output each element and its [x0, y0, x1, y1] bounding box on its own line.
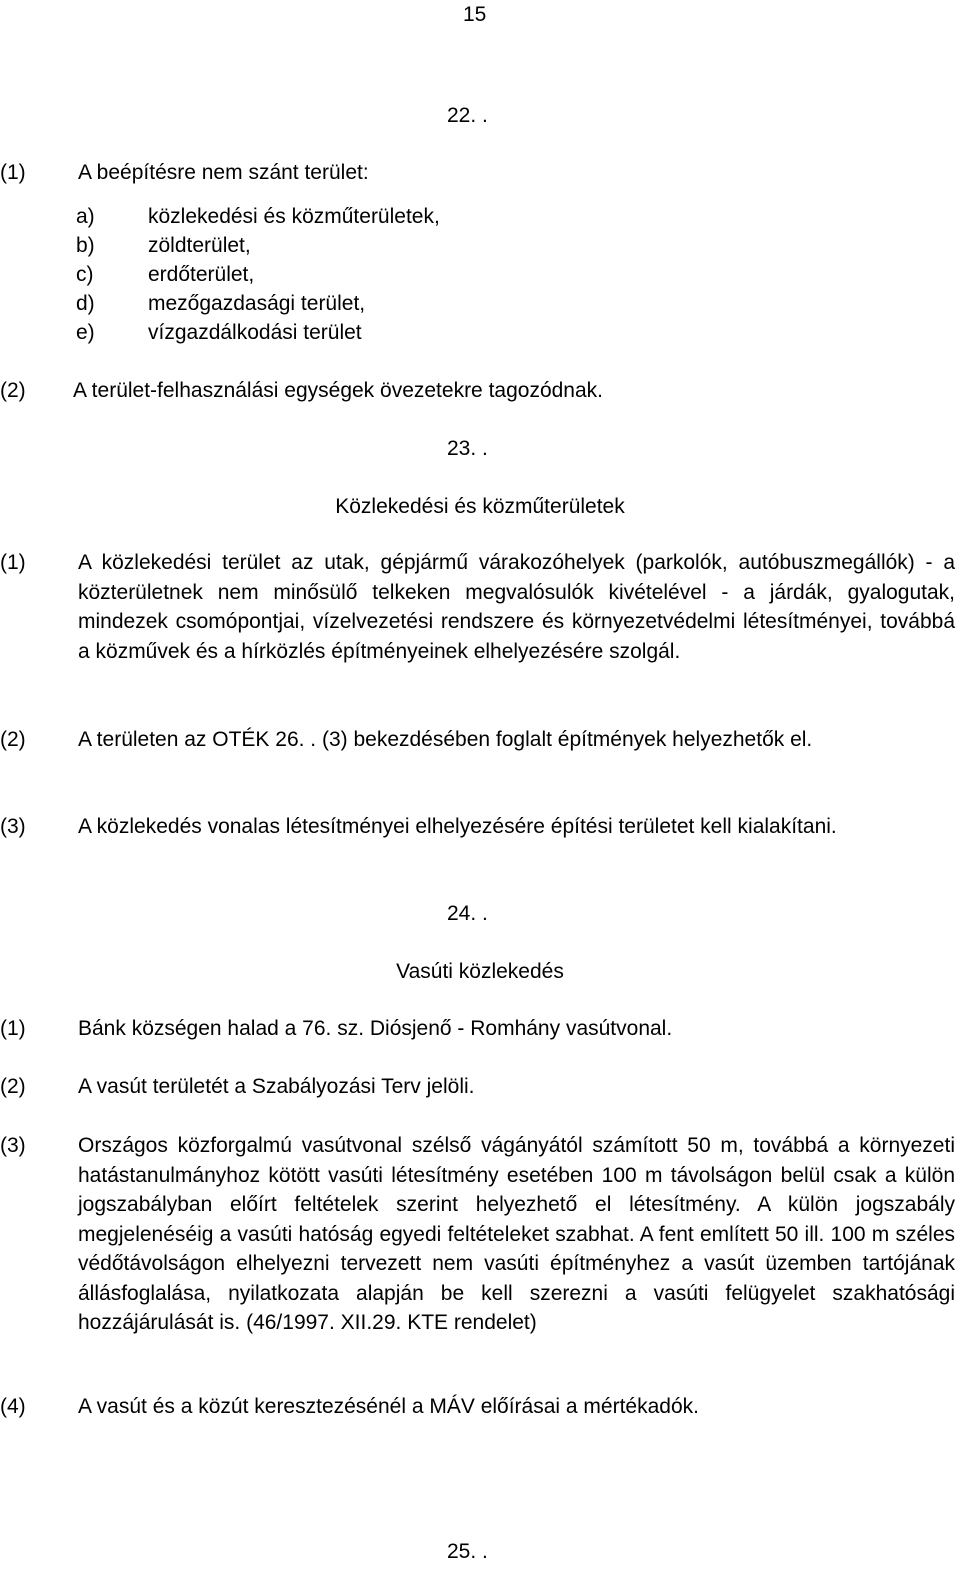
s22-p2-text: A terület-felhasználási egységek övezetekre tagozódnak. [73, 379, 603, 402]
page-number: 15 [463, 3, 487, 26]
s22-p1-text: A beépítésre nem szánt terület: [78, 161, 369, 184]
s22-p1-number: (1) [0, 161, 26, 184]
s24-p1-number: (1) [0, 1017, 26, 1040]
s23-p1-text: A közlekedési terület az utak, gépjármű várakozóhelyek (parkolók, autóbuszmegállók) - a közterületnek nem minősülő telkeken megvalósulók kivételével - a járdák, gyalogutak, mindezek csomópontjai, vízelvezetési rendszere és környezetvédelmi létesítményei, továbbá a közművek és a hírközlés építményeinek elhelyezésére szolgál. [78, 551, 955, 663]
s24-paragraph-3 [0, 1131, 955, 1338]
s23-p1-number: (1) [0, 551, 26, 574]
section-24-title: Vasúti közlekedés [396, 960, 564, 983]
s24-p1-text: Bánk községen halad a 76. sz. Diósjenő - Romhány vasútvonal. [78, 1017, 673, 1040]
s24-paragraph-1 [0, 1014, 955, 1044]
s23-p3-number: (3) [0, 815, 26, 838]
section-22-heading: 22. . [447, 104, 488, 127]
s24-p4-text: A vasút és a közút keresztezésénél a MÁV előírásai a mértékadók. [78, 1395, 699, 1418]
s23-p2-number: (2) [0, 728, 26, 751]
s24-p4-number: (4) [0, 1395, 26, 1418]
s24-paragraph-4 [0, 1392, 955, 1422]
s23-p2-text: A területen az OTÉK 26. . (3) bekezdésében foglalt építmények helyezhetők el. [78, 728, 813, 751]
s24-p3-text: Országos közforgalmú vasútvonal szélső vágányától számított 50 m, továbbá a környezeti hatástanulmányhoz kötött vasúti létesítmény esetében 100 m távolságon belül csak a külön jogszabályban előírt feltételek szerint helyezhető el létesítmény. A külön jogszabály megjelenéséig a vasúti hatóság egyedi feltételeket szabhat. A fent említett 50 ill. 100 m széles védőtávolságon elhelyezni tervezett nem vasúti építményhez a vasút üzemben tartójának állásfoglalása, nyilatkozata alapján be kell szerezni a vasúti felügyelet szakhatósági hozzájárulását is. (46/1997. XII.29. KTE rendelet) [78, 1134, 955, 1334]
s24-p3-number: (3) [0, 1134, 26, 1157]
section-25-heading: 25. . [447, 1540, 488, 1563]
s24-p2-number: (2) [0, 1075, 26, 1098]
section-24-heading: 24. . [447, 902, 488, 925]
s22-p2-number: (2) [0, 379, 26, 402]
s23-paragraph-1 [0, 548, 955, 666]
s23-p3-text: A közlekedés vonalas létesítményei elhelyezésére építési területet kell kialakítani. [78, 815, 837, 838]
s24-p2-text: A vasút területét a Szabályozási Terv jelöli. [78, 1075, 475, 1098]
s24-paragraph-2 [0, 1072, 955, 1102]
s23-paragraph-2 [0, 725, 955, 755]
section-23-heading: 23. . [447, 437, 488, 460]
section-23-title: Közlekedési és közműterületek [335, 495, 625, 518]
s23-paragraph-3 [0, 812, 955, 842]
